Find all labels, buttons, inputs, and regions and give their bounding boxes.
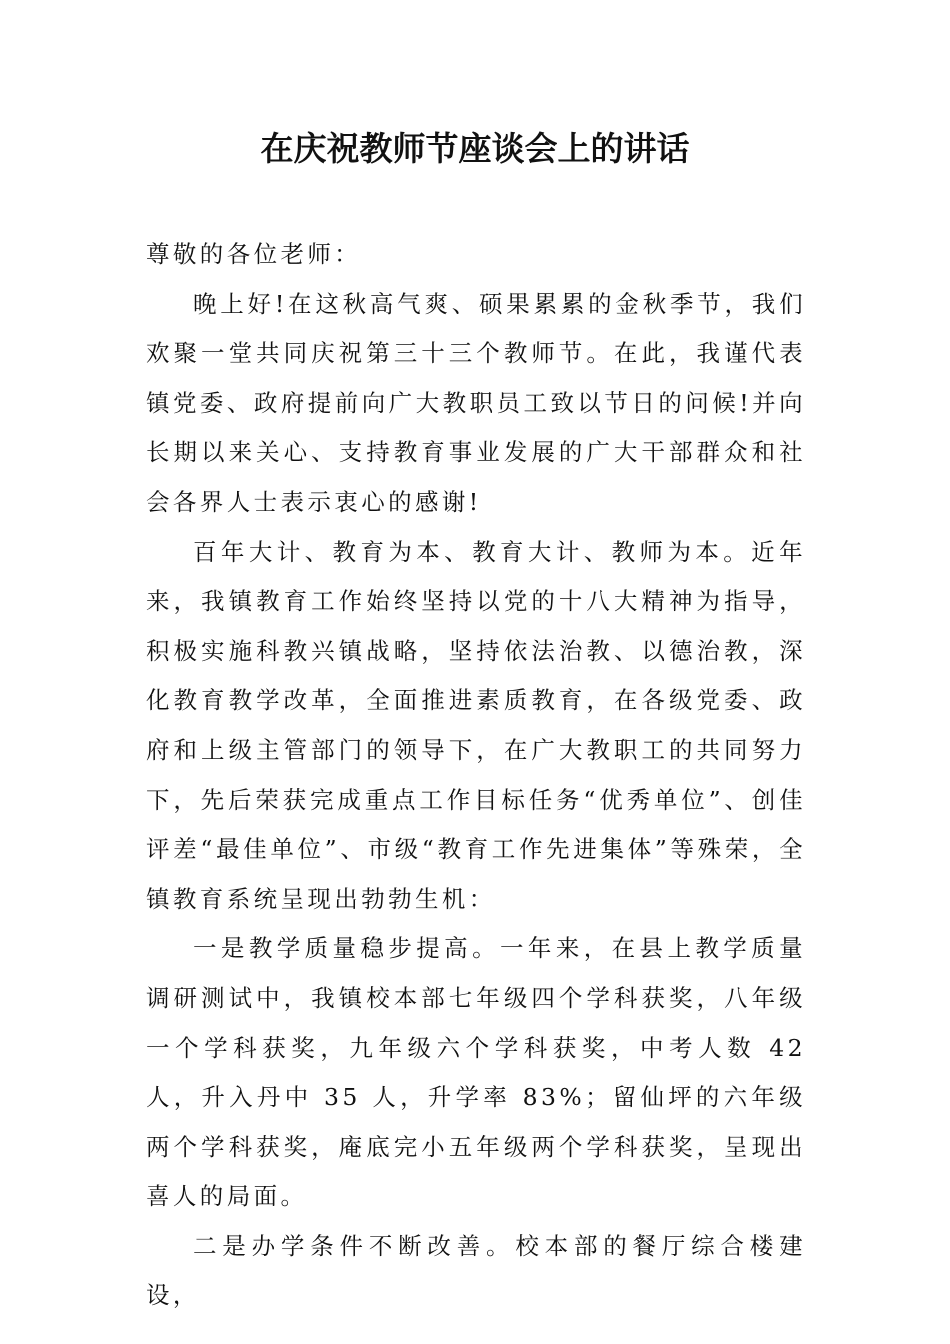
paragraph-school-conditions: 二是办学条件不断改善。校本部的餐厅综合楼建设， (146, 1231, 806, 1310)
paragraph-education-overview: 百年大计、教育为本、教育大计、教师为本。近年来，我镇教育工作始终坚持以党的十八大精神为指导，积极实施科教兴镇战略，坚持依法治教、以德治教，深化教育教学改革，全面推进素质教育，在各级党委、政府和上级主管部门的领导下，在广大教职工的共同努力下，先后荣获完成重点工作目标任务“优秀单位”、创佳评差“最佳单位”、市级“教育工作先进集体”等殊荣，全镇教育系统呈现出勃勃生机： (146, 537, 806, 913)
paragraph-greeting: 晚上好!在这秋高气爽、硕果累累的金秋季节，我们欢聚一堂共同庆祝第三十三个教师节。在此，我谨代表镇党委、政府提前向广大教职员工致以节日的问候!并向长期以来关心、支持教育事业发展的广大干部群众和社会各界人士表示衷心的感谢! (146, 289, 806, 516)
document-title: 在庆祝教师节座谈会上的讲话 (260, 129, 690, 168)
paragraph-teaching-quality: 一是教学质量稳步提高。一年来，在县上教学质量调研测试中，我镇校本部七年级四个学科获奖，八年级一个学科获奖，九年级六个学科获奖，中考人数 42 人，升入丹中 35 人，升学率 83%；留仙坪的六年级两个学科获奖，庵底完小五年级两个学科获奖，呈现出喜人的局面。 (146, 934, 806, 1211)
document-body (146, 230, 806, 1321)
salutation: 尊敬的各位老师： (146, 240, 362, 268)
